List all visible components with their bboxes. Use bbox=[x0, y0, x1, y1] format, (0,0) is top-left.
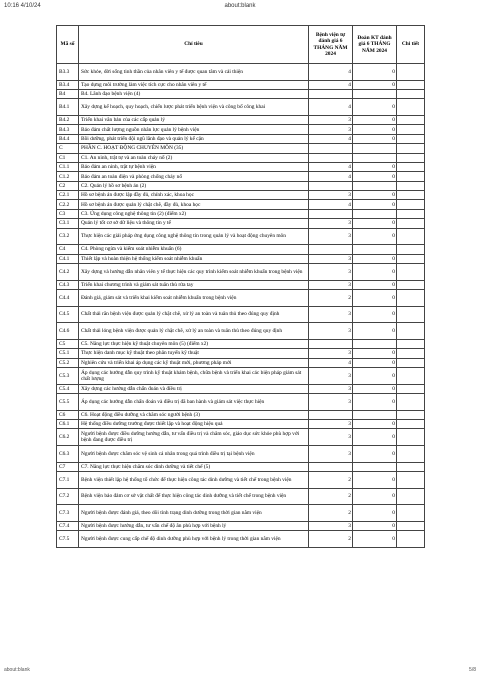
row-criterion: Thiết lập và hoàn thiện hệ thống kiểm soát nhiễm khuẩn bbox=[79, 254, 309, 263]
row-inspection-score: 0 bbox=[353, 134, 397, 143]
row-self-score: 3 bbox=[309, 367, 353, 384]
row-inspection-score: 0 bbox=[353, 531, 397, 548]
row-code: C5.2 bbox=[57, 358, 79, 367]
row-inspection-score: 0 bbox=[353, 200, 397, 209]
row-self-score: 4 bbox=[309, 99, 353, 116]
table-row bbox=[57, 323, 425, 340]
table-row bbox=[57, 99, 425, 116]
row-detail bbox=[397, 384, 425, 393]
row-code: C2 bbox=[57, 181, 79, 190]
table-row bbox=[57, 384, 425, 393]
row-self-score bbox=[309, 181, 353, 190]
row-self-score: 3 bbox=[309, 384, 353, 393]
table-body bbox=[57, 64, 425, 548]
table-row bbox=[57, 115, 425, 124]
row-criterion: C4. Phòng ngừa và kiểm soát nhiễm khuẩn (6) bbox=[79, 245, 309, 254]
row-self-score: 3 bbox=[309, 115, 353, 124]
row-code: C5.3 bbox=[57, 367, 79, 384]
evaluation-table bbox=[56, 25, 425, 548]
row-self-score: 4 bbox=[309, 64, 353, 81]
row-inspection-score: 0 bbox=[353, 384, 397, 393]
table-row bbox=[57, 245, 425, 254]
row-inspection-score: 0 bbox=[353, 521, 397, 530]
row-criterion: Người bệnh được đánh giá, theo dõi tình trạng dinh dưỡng trong thời gian nằm viện bbox=[79, 505, 309, 522]
row-detail bbox=[397, 64, 425, 81]
row-detail bbox=[397, 462, 425, 471]
table-row bbox=[57, 505, 425, 522]
row-code: C3.2 bbox=[57, 228, 79, 245]
row-self-score: 3 bbox=[309, 191, 353, 200]
row-code: C7.5 bbox=[57, 531, 79, 548]
row-self-score: 4 bbox=[309, 200, 353, 209]
row-inspection-score: 0 bbox=[353, 471, 397, 488]
row-detail bbox=[397, 306, 425, 323]
header-ma-so: Mã số bbox=[57, 26, 79, 64]
table-row bbox=[57, 349, 425, 358]
row-inspection-score: 0 bbox=[353, 162, 397, 171]
row-detail bbox=[397, 290, 425, 307]
table-row bbox=[57, 200, 425, 209]
row-detail bbox=[397, 125, 425, 134]
row-criterion: Bảo đảm an ninh, trật tự bệnh viện bbox=[79, 162, 309, 171]
row-code: C bbox=[57, 144, 79, 153]
row-detail bbox=[397, 410, 425, 419]
row-criterion: Bệnh viện thiết lập hệ thống tổ chức để thực hiện công tác dinh dưỡng và tiết chế trong bệnh viện bbox=[79, 471, 309, 488]
row-detail bbox=[397, 367, 425, 384]
row-self-score: 3 bbox=[309, 393, 353, 410]
table-row bbox=[57, 531, 425, 548]
row-detail bbox=[397, 115, 425, 124]
row-criterion: Người bệnh được điều dưỡng hướng dẫn, tư vấn điều trị và chăm sóc, giáo dục sức khỏe phù hợp với bệnh đang được điều trị bbox=[79, 429, 309, 446]
row-inspection-score: 0 bbox=[353, 191, 397, 200]
row-criterion: Xây dựng các hướng dẫn chẩn đoán và điều trị bbox=[79, 384, 309, 393]
row-code: C6.1 bbox=[57, 419, 79, 428]
header-chi-tieu: Chỉ tiêu bbox=[79, 26, 309, 64]
table-row bbox=[57, 125, 425, 134]
row-self-score: 3 bbox=[309, 125, 353, 134]
row-code: C4.6 bbox=[57, 323, 79, 340]
table-row bbox=[57, 367, 425, 384]
row-detail bbox=[397, 153, 425, 162]
row-inspection-score bbox=[353, 153, 397, 162]
row-criterion: Quản lý tốt cơ sở dữ liệu và thông tin y tế bbox=[79, 219, 309, 228]
row-detail bbox=[397, 228, 425, 245]
row-inspection-score bbox=[353, 181, 397, 190]
row-inspection-score: 0 bbox=[353, 264, 397, 281]
row-detail bbox=[397, 280, 425, 289]
row-self-score: 2 bbox=[309, 505, 353, 522]
row-inspection-score: 0 bbox=[353, 219, 397, 228]
footer-url: about:blank bbox=[4, 667, 30, 673]
row-inspection-score: 0 bbox=[353, 429, 397, 446]
row-inspection-score: 0 bbox=[353, 419, 397, 428]
row-self-score: 4 bbox=[309, 134, 353, 143]
table-row bbox=[57, 393, 425, 410]
table-row bbox=[57, 488, 425, 505]
table-row bbox=[57, 264, 425, 281]
row-self-score bbox=[309, 462, 353, 471]
row-self-score bbox=[309, 153, 353, 162]
table-row bbox=[57, 471, 425, 488]
row-detail bbox=[397, 200, 425, 209]
table-row bbox=[57, 254, 425, 263]
table-row bbox=[57, 429, 425, 446]
row-criterion: C5. Năng lực thực hiện kỹ thuật chuyên môn (5) (điểm x2) bbox=[79, 339, 309, 348]
row-inspection-score bbox=[353, 410, 397, 419]
row-detail bbox=[397, 393, 425, 410]
row-inspection-score: 0 bbox=[353, 115, 397, 124]
table-row bbox=[57, 89, 425, 98]
header-benh-vien-tu-danh-gia: Bệnh viện tự đánh giá 6 THÁNG NĂM 2024 bbox=[309, 26, 353, 64]
print-page-title: about:blank bbox=[224, 3, 256, 9]
row-inspection-score: 0 bbox=[353, 99, 397, 116]
row-criterion: C2. Quản lý hồ sơ bệnh án (2) bbox=[79, 181, 309, 190]
row-inspection-score: 0 bbox=[353, 349, 397, 358]
row-self-score: 3 bbox=[309, 349, 353, 358]
row-detail bbox=[397, 89, 425, 98]
row-criterion: C7. Năng lực thực hiện chăm sóc dinh dưỡng và tiết chế (5) bbox=[79, 462, 309, 471]
row-self-score: 4 bbox=[309, 80, 353, 89]
row-code: C1.2 bbox=[57, 172, 79, 181]
row-self-score bbox=[309, 89, 353, 98]
table-row bbox=[57, 521, 425, 530]
row-code: B4.2 bbox=[57, 115, 79, 124]
row-code: C4.3 bbox=[57, 280, 79, 289]
row-inspection-score: 0 bbox=[353, 323, 397, 340]
row-self-score: 3 bbox=[309, 219, 353, 228]
row-inspection-score: 0 bbox=[353, 280, 397, 289]
row-code: C5.4 bbox=[57, 384, 79, 393]
row-criterion: Hồ sơ bệnh án được lập đầy đủ, chính xác, khoa học bbox=[79, 191, 309, 200]
row-self-score bbox=[309, 209, 353, 218]
print-footer bbox=[4, 663, 476, 673]
row-self-score: 3 bbox=[309, 254, 353, 263]
row-detail bbox=[397, 471, 425, 488]
row-inspection-score: 0 bbox=[353, 393, 397, 410]
table-row bbox=[57, 290, 425, 307]
table-header-row bbox=[57, 26, 425, 64]
row-self-score: 3 bbox=[309, 323, 353, 340]
row-code: C6.2 bbox=[57, 429, 79, 446]
table-row bbox=[57, 219, 425, 228]
row-inspection-score bbox=[353, 462, 397, 471]
table-row bbox=[57, 134, 425, 143]
row-code: C7.1 bbox=[57, 471, 79, 488]
row-code: C4.1 bbox=[57, 254, 79, 263]
row-detail bbox=[397, 99, 425, 116]
table-row bbox=[57, 172, 425, 181]
table-row bbox=[57, 153, 425, 162]
row-criterion: Thực hiện danh mục kỹ thuật theo phân tuyến kỹ thuật bbox=[79, 349, 309, 358]
table-row bbox=[57, 419, 425, 428]
row-criterion: Triển khai văn bản của các cấp quản lý bbox=[79, 115, 309, 124]
row-inspection-score: 0 bbox=[353, 445, 397, 462]
row-detail bbox=[397, 80, 425, 89]
row-self-score: 4 bbox=[309, 162, 353, 171]
row-detail bbox=[397, 488, 425, 505]
row-detail bbox=[397, 181, 425, 190]
row-detail bbox=[397, 172, 425, 181]
row-detail bbox=[397, 505, 425, 522]
row-criterion: Tạo dựng môi trường làm việc tích cực cho nhân viên y tế bbox=[79, 80, 309, 89]
row-code: C4 bbox=[57, 245, 79, 254]
row-criterion: Nghiên cứu và triển khai áp dụng các kỹ thuật mới, phương pháp mới bbox=[79, 358, 309, 367]
row-criterion: B4. Lãnh đạo bệnh viện (4) bbox=[79, 89, 309, 98]
table-row bbox=[57, 280, 425, 289]
row-inspection-score bbox=[353, 89, 397, 98]
table-row bbox=[57, 80, 425, 89]
row-code: C5 bbox=[57, 339, 79, 348]
row-self-score: 4 bbox=[309, 172, 353, 181]
row-inspection-score: 0 bbox=[353, 290, 397, 307]
row-inspection-score: 0 bbox=[353, 125, 397, 134]
row-detail bbox=[397, 144, 425, 153]
row-self-score: 3 bbox=[309, 521, 353, 530]
row-criterion: Bảo đảm an toàn điện và phòng chống cháy nổ bbox=[79, 172, 309, 181]
row-detail bbox=[397, 358, 425, 367]
row-code: C1 bbox=[57, 153, 79, 162]
row-self-score: 3 bbox=[309, 264, 353, 281]
row-criterion: Sức khỏe, đời sống tinh thần của nhân viên y tế được quan tâm và cải thiện bbox=[79, 64, 309, 81]
table-row bbox=[57, 410, 425, 419]
print-header bbox=[4, 3, 476, 15]
row-code: C7.3 bbox=[57, 505, 79, 522]
row-inspection-score: 0 bbox=[353, 64, 397, 81]
row-code: B4 bbox=[57, 89, 79, 98]
row-code: C6.3 bbox=[57, 445, 79, 462]
row-code: C2.2 bbox=[57, 200, 79, 209]
row-inspection-score bbox=[353, 339, 397, 348]
row-criterion: Người bệnh được cung cấp chế độ dinh dưỡng phù hợp với bệnh lý trong thời gian nằm viện bbox=[79, 531, 309, 548]
row-criterion: PHẦN C. HOẠT ĐỘNG CHUYÊN MÔN (35) bbox=[79, 144, 309, 153]
row-criterion: C1. An ninh, trật tự và an toàn cháy nổ (2) bbox=[79, 153, 309, 162]
row-inspection-score bbox=[353, 209, 397, 218]
row-self-score: 4 bbox=[309, 358, 353, 367]
row-criterion: Hệ thống điều dưỡng trưởng được thiết lập và hoạt động hiệu quả bbox=[79, 419, 309, 428]
row-code: B3.4 bbox=[57, 80, 79, 89]
row-detail bbox=[397, 339, 425, 348]
row-inspection-score bbox=[353, 144, 397, 153]
row-criterion: Triển khai chương trình và giám sát tuân thủ rửa tay bbox=[79, 280, 309, 289]
row-criterion: C3. Ứng dụng công nghệ thông tin (2) (điểm x2) bbox=[79, 209, 309, 218]
print-timestamp: 10:16 4/10/24 bbox=[4, 3, 41, 9]
row-code: C7.4 bbox=[57, 521, 79, 530]
row-inspection-score: 0 bbox=[353, 358, 397, 367]
row-code: B4.4 bbox=[57, 134, 79, 143]
table-row bbox=[57, 306, 425, 323]
row-detail bbox=[397, 419, 425, 428]
table-row bbox=[57, 228, 425, 245]
row-code: C1.1 bbox=[57, 162, 79, 171]
table-row bbox=[57, 339, 425, 348]
row-criterion: Thực hiện các giải pháp ứng dụng công nghệ thông tin trong quản lý và hoạt động chuyên môn bbox=[79, 228, 309, 245]
row-code: C7 bbox=[57, 462, 79, 471]
row-detail bbox=[397, 162, 425, 171]
row-code: C5.1 bbox=[57, 349, 79, 358]
row-criterion: Xây dựng kế hoạch, quy hoạch, chiến lược phát triển bệnh viện và công bố công khai bbox=[79, 99, 309, 116]
row-inspection-score: 0 bbox=[353, 488, 397, 505]
row-detail bbox=[397, 134, 425, 143]
row-inspection-score: 0 bbox=[353, 306, 397, 323]
table-row bbox=[57, 181, 425, 190]
row-criterion: Bệnh viện bảo đảm cơ sở vật chất để thực hiện công tác dinh dưỡng và tiết chế trong bệnh viện bbox=[79, 488, 309, 505]
row-self-score: 2 bbox=[309, 531, 353, 548]
page-number: 5/8 bbox=[469, 667, 476, 673]
row-code: C6 bbox=[57, 410, 79, 419]
row-code: B4.3 bbox=[57, 125, 79, 134]
row-self-score: 3 bbox=[309, 429, 353, 446]
row-code: C2.1 bbox=[57, 191, 79, 200]
table-row bbox=[57, 162, 425, 171]
row-inspection-score: 0 bbox=[353, 172, 397, 181]
table-row bbox=[57, 358, 425, 367]
row-self-score: 3 bbox=[309, 280, 353, 289]
row-criterion: Người bệnh được hướng dẫn, tư vấn chế độ ăn phù hợp với bệnh lý bbox=[79, 521, 309, 530]
row-criterion: Người bệnh được chăm sóc vệ sinh cá nhân trong quá trình điều trị tại bệnh viện bbox=[79, 445, 309, 462]
row-criterion: Hồ sơ bệnh án được quản lý chặt chẽ, đầy đủ, khoa học bbox=[79, 200, 309, 209]
row-self-score: 3 bbox=[309, 445, 353, 462]
row-code: C5.5 bbox=[57, 393, 79, 410]
row-inspection-score bbox=[353, 245, 397, 254]
row-self-score: 2 bbox=[309, 471, 353, 488]
row-self-score: 3 bbox=[309, 306, 353, 323]
table-row bbox=[57, 144, 425, 153]
row-inspection-score: 0 bbox=[353, 228, 397, 245]
table-row bbox=[57, 462, 425, 471]
row-detail bbox=[397, 531, 425, 548]
row-self-score: 2 bbox=[309, 488, 353, 505]
row-self-score: 2 bbox=[309, 290, 353, 307]
row-self-score bbox=[309, 410, 353, 419]
row-detail bbox=[397, 429, 425, 446]
row-criterion: Áp dụng các hướng dẫn chẩn đoán và điều trị đã ban hành và giám sát việc thực hiện bbox=[79, 393, 309, 410]
row-criterion: Bồi dưỡng, phát triển đội ngũ lãnh đạo và quản lý kế cận bbox=[79, 134, 309, 143]
row-code: C3 bbox=[57, 209, 79, 218]
row-criterion: C6. Hoạt động điều dưỡng và chăm sóc người bệnh (3) bbox=[79, 410, 309, 419]
row-criterion: Áp dụng các hướng dẫn quy trình kỹ thuật khám bệnh, chữa bệnh và triển khai các biện pháp giám sát chất lượng bbox=[79, 367, 309, 384]
row-inspection-score: 0 bbox=[353, 367, 397, 384]
row-detail bbox=[397, 349, 425, 358]
row-detail bbox=[397, 219, 425, 228]
row-criterion: Chất thải lỏng bệnh viện được quản lý chặt chẽ, xử lý an toàn và tuân thủ theo đúng quy định bbox=[79, 323, 309, 340]
row-detail bbox=[397, 323, 425, 340]
table-row bbox=[57, 209, 425, 218]
row-code: C4.2 bbox=[57, 264, 79, 281]
row-inspection-score: 0 bbox=[353, 254, 397, 263]
table-row bbox=[57, 445, 425, 462]
header-chi-tiet: Chi tiết bbox=[397, 26, 425, 64]
table-row bbox=[57, 64, 425, 81]
row-code: B4.1 bbox=[57, 99, 79, 116]
table-row bbox=[57, 191, 425, 200]
row-inspection-score: 0 bbox=[353, 80, 397, 89]
row-criterion: Xây dựng và hướng dẫn nhân viên y tế thực hiện các quy trình kiểm soát nhiễm khuẩn trong bệnh viện bbox=[79, 264, 309, 281]
row-detail bbox=[397, 445, 425, 462]
row-detail bbox=[397, 191, 425, 200]
row-criterion: Chất thải rắn bệnh viện được quản lý chặt chẽ, xử lý an toàn và tuân thủ theo đúng quy định bbox=[79, 306, 309, 323]
row-self-score bbox=[309, 245, 353, 254]
row-detail bbox=[397, 521, 425, 530]
row-inspection-score: 0 bbox=[353, 505, 397, 522]
row-code: B3.3 bbox=[57, 64, 79, 81]
row-criterion: Bảo đảm chất lượng nguồn nhân lực quản lý bệnh viện bbox=[79, 125, 309, 134]
row-self-score: 3 bbox=[309, 419, 353, 428]
row-detail bbox=[397, 254, 425, 263]
row-code: C4.4 bbox=[57, 290, 79, 307]
header-doan-kt-danh-gia: Đoàn KT đánh giá 6 THÁNG NĂM 2024 bbox=[353, 26, 397, 64]
row-detail bbox=[397, 264, 425, 281]
row-self-score bbox=[309, 144, 353, 153]
row-code: C4.5 bbox=[57, 306, 79, 323]
row-criterion: Đánh giá, giám sát và triển khai kiểm soát nhiễm khuẩn trong bệnh viện bbox=[79, 290, 309, 307]
row-code: C7.2 bbox=[57, 488, 79, 505]
row-detail bbox=[397, 245, 425, 254]
row-self-score bbox=[309, 339, 353, 348]
row-code: C3.1 bbox=[57, 219, 79, 228]
row-detail bbox=[397, 209, 425, 218]
row-self-score: 3 bbox=[309, 228, 353, 245]
